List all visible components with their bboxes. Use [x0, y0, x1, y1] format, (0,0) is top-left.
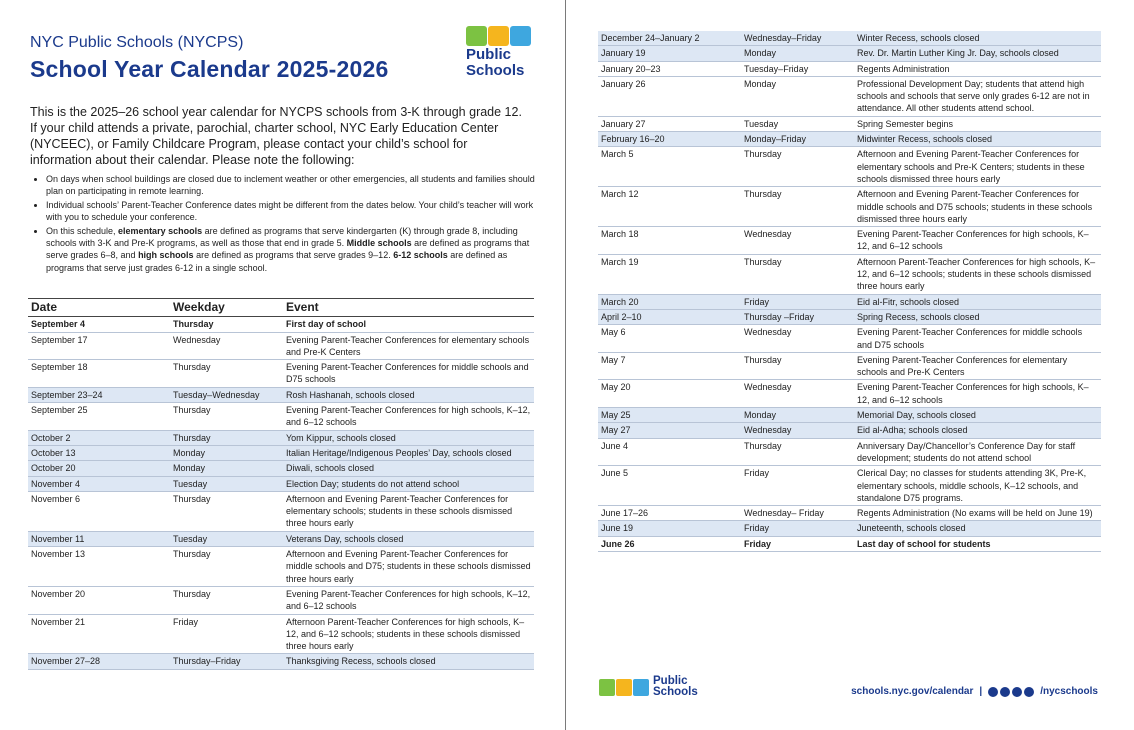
calendar-table-left	[28, 298, 534, 670]
table-header-row	[28, 299, 534, 317]
row-weekday: Monday	[741, 76, 854, 116]
row-weekday: Thursday	[741, 147, 854, 187]
row-date: March 12	[598, 187, 741, 227]
row-weekday: Monday	[170, 445, 283, 460]
row-weekday: Thursday	[741, 254, 854, 294]
row-event: Last day of school for students	[854, 536, 1101, 551]
table-row	[598, 380, 1101, 408]
table-row	[598, 506, 1101, 521]
org-name: NYC Public Schools (NYCPS)	[30, 34, 244, 51]
row-date: May 27	[598, 423, 741, 438]
row-event: Winter Recess, schools closed	[854, 31, 1101, 46]
row-event: Afternoon and Evening Parent-Teacher Conferences for middle schools and D75; students in these schools dismissed three hours early	[283, 547, 534, 587]
row-date: November 6	[28, 491, 170, 531]
table-row	[28, 403, 534, 431]
row-date: January 20–23	[598, 61, 741, 76]
note-item: • On days when school buildings are closed due to inclement weather or other emergencies, all students and families should plan on participating in remote learning.	[46, 173, 546, 198]
table-row	[598, 521, 1101, 536]
row-date: February 16–20	[598, 132, 741, 147]
row-date: November 13	[28, 547, 170, 587]
table-row	[28, 491, 534, 531]
row-date: November 27–28	[28, 654, 170, 669]
table-row	[28, 547, 534, 587]
row-event: Regents Administration	[854, 61, 1101, 76]
table-row	[598, 438, 1101, 466]
row-date: June 26	[598, 536, 741, 551]
table-row	[598, 227, 1101, 255]
table-row	[28, 430, 534, 445]
calendar-url-link[interactable]: schools.nyc.gov/calendar	[851, 686, 974, 697]
row-weekday: Tuesday	[170, 531, 283, 546]
logo-word-schools: Schools	[466, 62, 525, 79]
row-event: Juneteenth, schools closed	[854, 521, 1101, 536]
x-icon[interactable]	[1012, 687, 1022, 697]
row-weekday: Wednesday	[741, 380, 854, 408]
row-weekday: Friday	[741, 521, 854, 536]
row-event: First day of school	[283, 317, 534, 332]
nyc-letters-icon	[599, 679, 649, 696]
row-weekday: Tuesday	[170, 476, 283, 491]
row-event: Professional Development Day; students that attend high schools and schools that serve only grades 6-12 are not in attendance. All other students attend school.	[854, 76, 1101, 116]
row-event: Evening Parent-Teacher Conferences for high schools, K–12, and 6–12 schools	[283, 586, 534, 614]
row-event: Afternoon Parent-Teacher Conferences for high schools, K–12, and 6–12 schools; students in these schools dismissed three hours early	[283, 614, 534, 654]
row-event: Afternoon and Evening Parent-Teacher Conferences for elementary schools and Pre-K Centers; students in these schools dismissed three hours early	[854, 147, 1101, 187]
row-date: March 20	[598, 294, 741, 309]
row-date: June 19	[598, 521, 741, 536]
note-item: • On this schedule, elementary schools are defined as programs that serve kindergarten (K) through grade 8, including schools with 3-K and Pre-K programs, as well as those that end in grade 5. Middle schools are defined as programs that serve grades 6–8, and high schools are defined as programs that serve grades 9–12. 6-12 schools are defined as programs that serve just grades 6-12 in a single school.	[46, 225, 546, 275]
instagram-icon[interactable]	[1000, 687, 1010, 697]
row-weekday: Thursday	[170, 586, 283, 614]
row-weekday: Wednesday	[741, 227, 854, 255]
row-weekday: Thursday	[170, 430, 283, 445]
row-event: Afternoon and Evening Parent-Teacher Conferences for elementary schools; students in these schools dismissed three hours early	[283, 491, 534, 531]
row-event: Thanksgiving Recess, schools closed	[283, 654, 534, 669]
row-event: Veterans Day, schools closed	[283, 531, 534, 546]
row-event: Memorial Day, schools closed	[854, 408, 1101, 423]
row-weekday: Thursday	[170, 403, 283, 431]
row-weekday: Monday	[741, 46, 854, 61]
row-date: October 13	[28, 445, 170, 460]
row-weekday: Wednesday–Friday	[741, 31, 854, 46]
row-event: Midwinter Recess, schools closed	[854, 132, 1101, 147]
row-date: June 5	[598, 466, 741, 506]
row-date: January 19	[598, 46, 741, 61]
row-weekday: Tuesday	[741, 116, 854, 131]
row-weekday: Friday	[741, 466, 854, 506]
row-date: May 25	[598, 408, 741, 423]
row-weekday: Tuesday–Wednesday	[170, 387, 283, 402]
page-divider	[565, 0, 566, 730]
table-row	[28, 531, 534, 546]
row-date: November 4	[28, 476, 170, 491]
table-row	[598, 147, 1101, 187]
table-row	[28, 317, 534, 332]
row-event: Eid al-Fitr, schools closed	[854, 294, 1101, 309]
row-date: September 18	[28, 360, 170, 388]
row-event: Spring Recess, schools closed	[854, 309, 1101, 324]
row-weekday: Thursday	[741, 187, 854, 227]
row-date: April 2–10	[598, 309, 741, 324]
row-event: Evening Parent-Teacher Conferences for high schools, K–12, and 6–12 schools	[854, 380, 1101, 408]
row-event: Eid al-Adha; schools closed	[854, 423, 1101, 438]
row-weekday: Wednesday	[741, 325, 854, 353]
row-event: Spring Semester begins	[854, 116, 1101, 131]
row-weekday: Thursday	[170, 547, 283, 587]
row-weekday: Thursday–Friday	[170, 654, 283, 669]
note-item: • Individual schools’ Parent-Teacher Conference dates might be different from the dates below. Your child’s teacher will work with you to schedule your conference.	[46, 199, 546, 224]
table-row	[28, 445, 534, 460]
logo-word-public: Public	[466, 46, 512, 63]
header-weekday: Weekday	[170, 299, 283, 317]
row-weekday: Wednesday– Friday	[741, 506, 854, 521]
row-event: Evening Parent-Teacher Conferences for high schools, K–12, and 6–12 schools	[854, 227, 1101, 255]
row-weekday: Thursday	[741, 352, 854, 380]
table-row	[598, 187, 1101, 227]
table-row	[598, 31, 1101, 46]
row-date: September 23–24	[28, 387, 170, 402]
facebook-icon[interactable]	[988, 687, 998, 697]
row-event: Evening Parent-Teacher Conferences for elementary schools and Pre-K Centers	[283, 332, 534, 360]
table-row	[598, 254, 1101, 294]
table-row	[28, 332, 534, 360]
calendar-table-right	[598, 31, 1101, 552]
footer-logo-word-schools: Schools	[653, 686, 698, 698]
row-event: Clerical Day; no classes for students attending 3K, Pre-K, elementary schools, middle schools, K–12 schools, and standalone D75 programs.	[854, 466, 1101, 506]
row-weekday: Wednesday	[741, 423, 854, 438]
row-date: November 21	[28, 614, 170, 654]
table-row	[598, 132, 1101, 147]
table-row	[598, 325, 1101, 353]
row-event: Evening Parent-Teacher Conferences for middle schools and D75 schools	[283, 360, 534, 388]
row-date: January 26	[598, 76, 741, 116]
row-event: Diwali, schools closed	[283, 461, 534, 476]
footer-logo-word-public: Public	[653, 675, 688, 687]
row-weekday: Thursday	[170, 360, 283, 388]
table-row	[598, 408, 1101, 423]
table-row	[28, 476, 534, 491]
row-weekday: Monday–Friday	[741, 132, 854, 147]
row-weekday: Tuesday–Friday	[741, 61, 854, 76]
row-event: Evening Parent-Teacher Conferences for elementary schools and Pre-K Centers	[854, 352, 1101, 380]
row-date: May 7	[598, 352, 741, 380]
row-event: Afternoon and Evening Parent-Teacher Conferences for middle schools and D75 schools; students in these schools dismissed three hours early	[854, 187, 1101, 227]
row-date: September 25	[28, 403, 170, 431]
row-date: May 6	[598, 325, 741, 353]
table-row	[598, 76, 1101, 116]
row-event: Election Day; students do not attend school	[283, 476, 534, 491]
social-handle-link[interactable]: /nycschools	[1040, 686, 1098, 697]
row-date: June 4	[598, 438, 741, 466]
row-date: November 20	[28, 586, 170, 614]
row-date: October 20	[28, 461, 170, 476]
table-row	[598, 294, 1101, 309]
row-date: September 4	[28, 317, 170, 332]
row-weekday: Wednesday	[170, 332, 283, 360]
row-weekday: Friday	[741, 294, 854, 309]
row-weekday: Thursday	[170, 317, 283, 332]
table-row	[598, 116, 1101, 131]
row-date: December 24–January 2	[598, 31, 741, 46]
row-weekday: Monday	[741, 408, 854, 423]
row-weekday: Friday	[170, 614, 283, 654]
row-date: March 19	[598, 254, 741, 294]
row-date: March 18	[598, 227, 741, 255]
table-row	[598, 466, 1101, 506]
table-row	[28, 586, 534, 614]
row-date: January 27	[598, 116, 741, 131]
row-weekday: Thursday	[170, 491, 283, 531]
table-row	[28, 360, 534, 388]
row-event: Evening Parent-Teacher Conferences for middle schools and D75 schools	[854, 325, 1101, 353]
calendar-page-2	[567, 0, 1134, 730]
footer-logo	[599, 676, 698, 698]
row-date: September 17	[28, 332, 170, 360]
row-weekday: Thursday –Friday	[741, 309, 854, 324]
nyc-letters-icon	[466, 26, 532, 46]
row-event: Regents Administration (No exams will be held on June 19)	[854, 506, 1101, 521]
header-event: Event	[283, 299, 534, 317]
calendar-page-1	[0, 0, 565, 730]
intro-paragraph: This is the 2025–26 school year calendar for NYCPS schools from 3-K through grade 12. If your child attends a private, parochial, charter school, NYC Early Education Center (NYCEEC), or Family Childcare Program, please contact your child’s school for information about their calendar. Please note the following:	[30, 105, 522, 167]
row-event: Italian Heritage/Indigenous Peoples’ Day, schools closed	[283, 445, 534, 460]
header-date: Date	[28, 299, 170, 317]
threads-icon[interactable]	[1024, 687, 1034, 697]
social-icons	[988, 687, 1034, 697]
row-weekday: Monday	[170, 461, 283, 476]
row-weekday: Friday	[741, 536, 854, 551]
table-row	[28, 387, 534, 402]
table-row	[28, 654, 534, 669]
row-event: Rosh Hashanah, schools closed	[283, 387, 534, 402]
row-event: Anniversary Day/Chancellor’s Conference Day for staff development; students do not attend school	[854, 438, 1101, 466]
row-date: March 5	[598, 147, 741, 187]
row-date: May 20	[598, 380, 741, 408]
row-event: Yom Kippur, schools closed	[283, 430, 534, 445]
table-row	[28, 614, 534, 654]
row-date: November 11	[28, 531, 170, 546]
table-row	[598, 309, 1101, 324]
row-weekday: Thursday	[741, 438, 854, 466]
table-row	[598, 61, 1101, 76]
page-title: School Year Calendar 2025-2026	[30, 56, 389, 82]
table-row	[598, 352, 1101, 380]
row-event: Rev. Dr. Martin Luther King Jr. Day, schools closed	[854, 46, 1101, 61]
row-date: October 2	[28, 430, 170, 445]
table-row	[598, 46, 1101, 61]
nyc-public-schools-logo	[466, 26, 532, 78]
notes-list	[30, 173, 546, 275]
table-row	[598, 536, 1101, 551]
table-row	[598, 423, 1101, 438]
row-event: Afternoon Parent-Teacher Conferences for high schools, K–12, and 6–12 schools; students in these schools dismissed three hours early	[854, 254, 1101, 294]
table-row	[28, 461, 534, 476]
footer-links	[851, 686, 1098, 697]
footer-separator: |	[979, 686, 983, 697]
row-event: Evening Parent-Teacher Conferences for high schools, K–12, and 6–12 schools	[283, 403, 534, 431]
row-date: June 17–26	[598, 506, 741, 521]
